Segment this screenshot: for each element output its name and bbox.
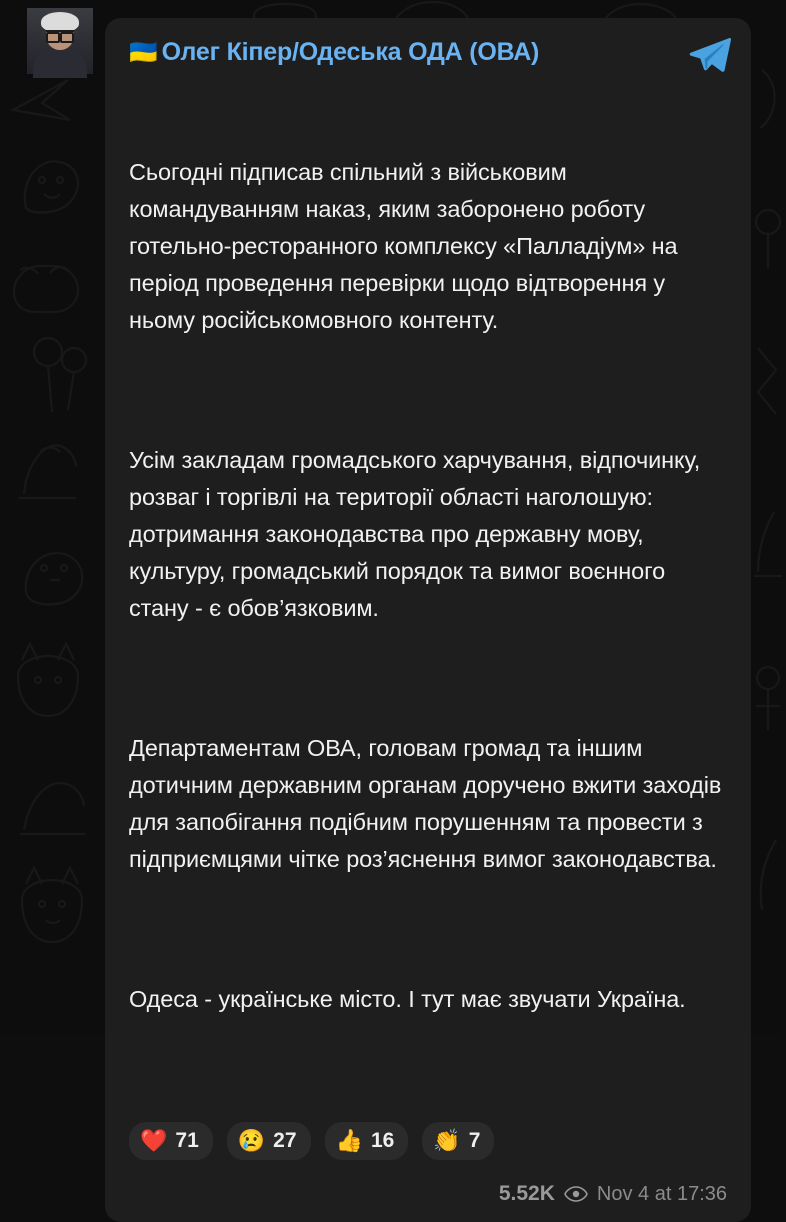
reactions-bar — [129, 1122, 727, 1160]
cry-icon: 😢 — [237, 1128, 266, 1153]
avatar-hair — [41, 12, 79, 32]
heart-icon: ❤️ — [140, 1128, 168, 1153]
reaction-heart[interactable] — [129, 1122, 213, 1160]
message-paragraph: Усім закладам громадського харчування, відпочинку, розваг і торгівлі на території області наголошую: дотримання законодавства про державну мову, культуру, громадський порядок та вимог воєнного стану - є обов’язковим. — [129, 447, 707, 621]
avatar[interactable] — [27, 8, 93, 74]
reaction-thumbs-up[interactable] — [325, 1122, 409, 1160]
reaction-count: 7 — [468, 1129, 481, 1152]
timestamp: Nov 4 at 17:36 — [596, 1182, 727, 1205]
avatar-image — [27, 8, 93, 74]
avatar-body — [33, 48, 87, 78]
reaction-clap[interactable] — [422, 1122, 494, 1160]
message-text — [129, 80, 727, 1092]
clap-icon: 👏 — [433, 1128, 461, 1153]
message-header — [129, 38, 727, 67]
message-bubble[interactable] — [105, 18, 751, 1222]
views-count: 5.52K — [498, 1182, 555, 1205]
reaction-count: 71 — [175, 1129, 199, 1152]
thumbs-up-icon: 👍 — [335, 1128, 363, 1153]
telegram-icon — [689, 36, 731, 72]
avatar-glasses — [46, 30, 74, 40]
message-paragraph: Сьогодні підписав спільний з військовим командуванням наказ, яким заборонено роботу готельно-ресторанного комплексу «Палладіум» на період проведення перевірки щодо відтворення у ньому російськомовного контенту. — [129, 159, 684, 333]
reaction-count: 27 — [273, 1129, 297, 1152]
message-paragraph: Департаментам ОВА, головам громад та іншим дотичним державним органам доручено вжити заходів для запобігання подібним порушенням та провести з підприємцями чітке роз’яснення вимог законодавства. — [129, 735, 728, 872]
message-paragraph: Одеса - українське місто. І тут має звучати Україна. — [129, 986, 686, 1012]
reaction-cry[interactable] — [227, 1122, 311, 1160]
channel-name[interactable]: Олег Кіпер/Одеська ОДА (ОВА) — [161, 38, 540, 66]
message-footer — [129, 1182, 727, 1206]
eye-icon — [564, 1186, 588, 1202]
reaction-count: 16 — [370, 1129, 395, 1152]
ukraine-flag-icon: 🇺🇦 — [129, 39, 158, 65]
